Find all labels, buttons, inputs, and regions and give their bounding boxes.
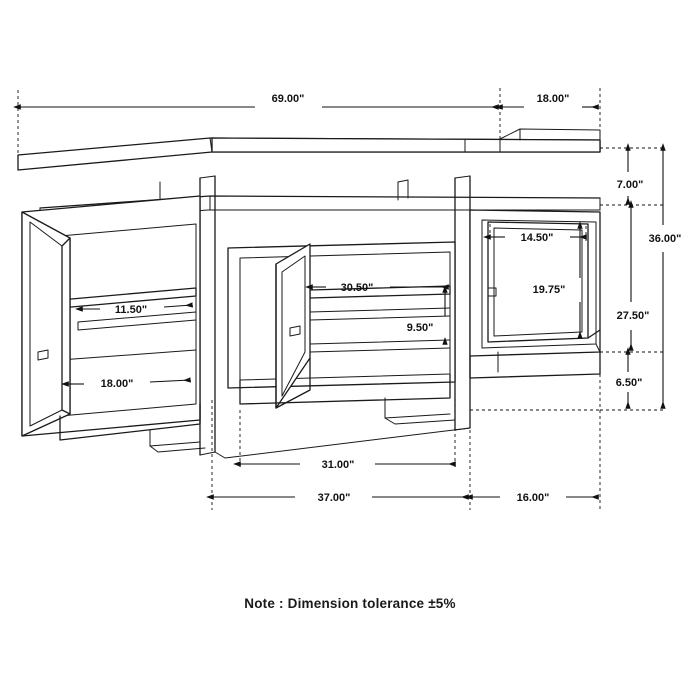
- dim-label-center-opening-height: 9.50": [406, 322, 434, 334]
- furniture-illustration: [18, 129, 600, 458]
- dim-label-top-drop: 7.00": [616, 179, 644, 191]
- dim-label-leg-height: 6.50": [615, 377, 643, 389]
- tolerance-note: Note : Dimension tolerance ±5%: [244, 596, 456, 611]
- dim-label-right-door-width: 14.50": [520, 232, 554, 244]
- dim-label-cabinet-height: 27.50": [616, 310, 650, 322]
- top-panel: [18, 129, 600, 170]
- dim-label-base-width-right: 16.00": [516, 492, 550, 504]
- dim-label-base-inner-width: 31.00": [321, 459, 355, 471]
- dim-label-right-door-height: 19.75": [532, 284, 566, 296]
- left-cabinet: [22, 196, 205, 452]
- dim-label-top-width-right: 18.00": [536, 93, 570, 105]
- base-stretcher: [215, 406, 470, 458]
- dim-label-overall-height: 36.00": [648, 233, 682, 245]
- dim-label-base-width-left: 37.00": [317, 492, 351, 504]
- dim-label-left-door-width: 18.00": [100, 378, 134, 390]
- dim-label-top-width-main: 69.00": [271, 93, 305, 105]
- dim-label-left-shelf-width: 11.50": [114, 304, 148, 316]
- dim-label-center-shelf-width: 30.50": [340, 282, 374, 294]
